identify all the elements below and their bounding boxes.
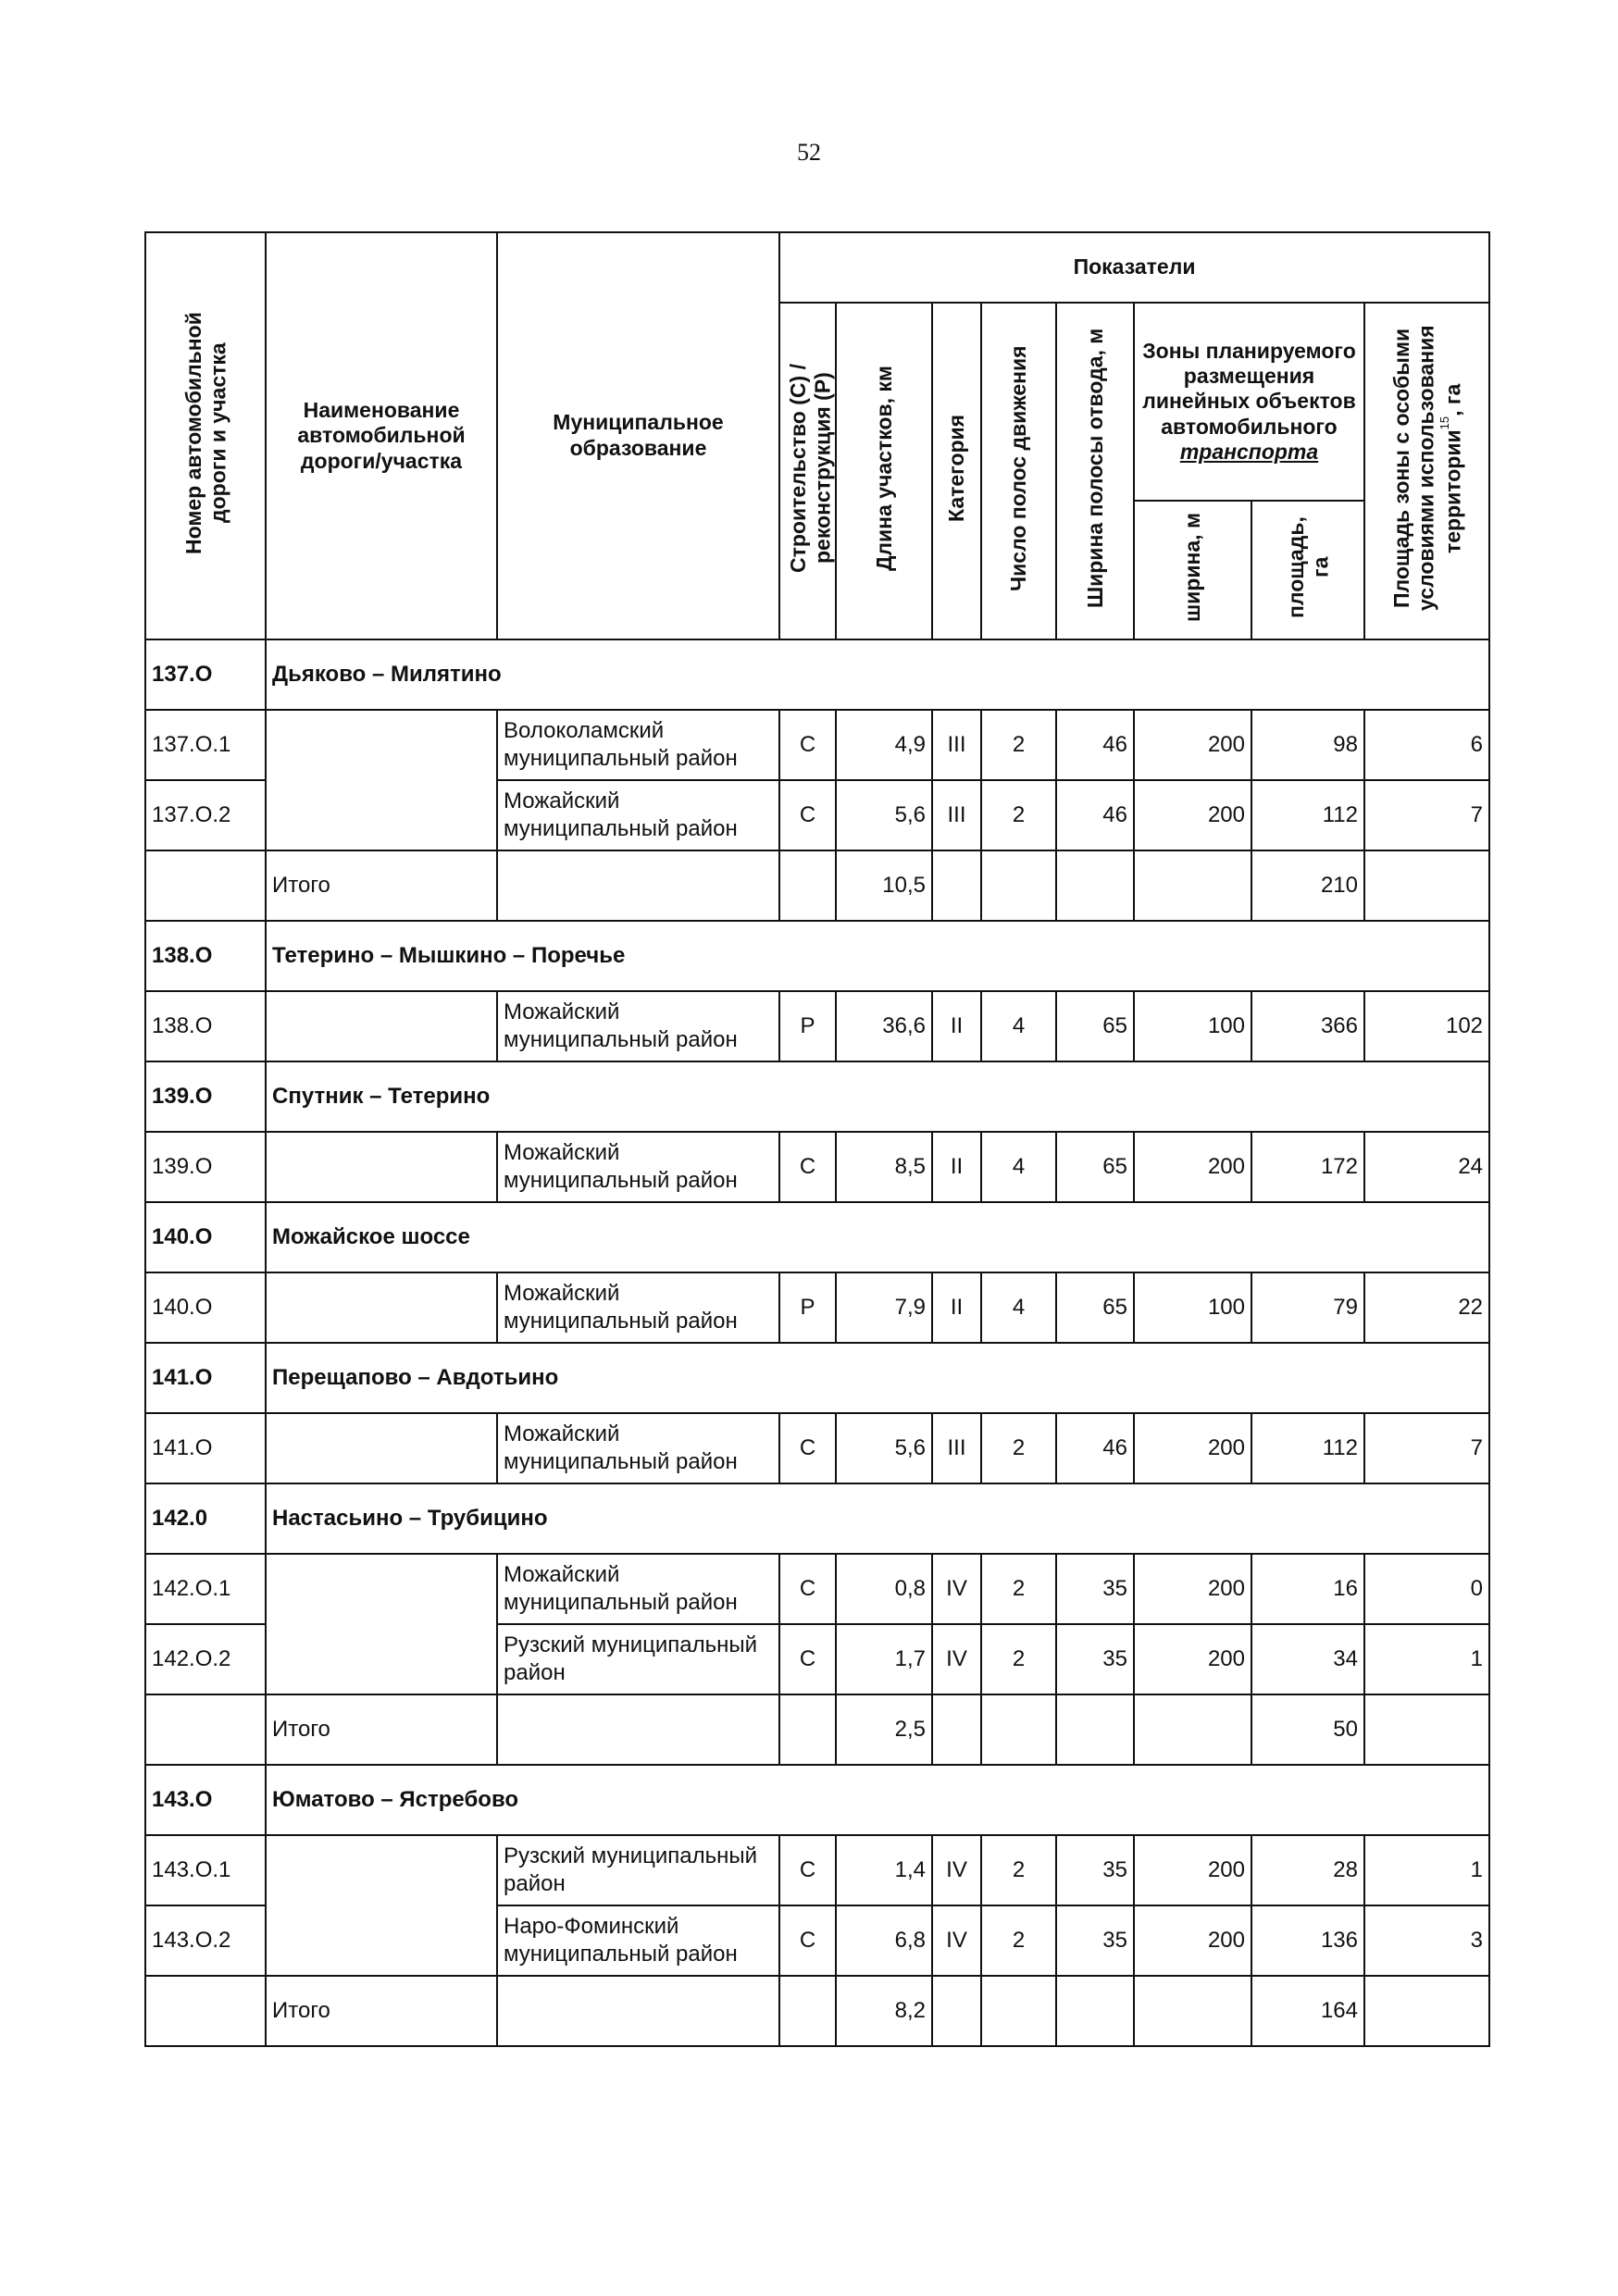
construction-type: Р bbox=[779, 1272, 836, 1343]
table-body bbox=[145, 639, 1489, 2046]
construction-type: С bbox=[779, 1554, 836, 1624]
segment-length: 0,8 bbox=[836, 1554, 932, 1624]
special-zone-area: 7 bbox=[1364, 780, 1489, 850]
construction-type: С bbox=[779, 1413, 836, 1483]
total-construction-cell bbox=[779, 1976, 836, 2046]
segment-number: 142.О.2 bbox=[145, 1624, 266, 1694]
total-number-cell bbox=[145, 850, 266, 921]
road-group-row bbox=[145, 921, 1489, 991]
right-of-way-width: 65 bbox=[1056, 1132, 1134, 1202]
header-road-number: Номер автомобильной дороги и участка bbox=[145, 232, 266, 639]
table-row bbox=[145, 1132, 1489, 1202]
road-group-number: 141.О bbox=[145, 1343, 266, 1413]
road-category: III bbox=[932, 780, 981, 850]
road-group-row bbox=[145, 1343, 1489, 1413]
segment-name bbox=[266, 1554, 497, 1694]
zones-title-tail: транспорта bbox=[1179, 439, 1319, 464]
total-municipality-cell bbox=[497, 850, 779, 921]
municipality: Можайский муниципальный район bbox=[497, 1132, 779, 1202]
zone-area: 136 bbox=[1251, 1905, 1364, 1976]
zone-area: 28 bbox=[1251, 1835, 1364, 1905]
right-of-way-width: 65 bbox=[1056, 1272, 1134, 1343]
road-category: IV bbox=[932, 1835, 981, 1905]
table-row bbox=[145, 991, 1489, 1061]
segment-name bbox=[266, 1835, 497, 1976]
header-special-zone: Площадь зоны с особыми условиями использования территории$^{15}$, га bbox=[1364, 303, 1489, 639]
municipality: Наро-Фоминский муниципальный район bbox=[497, 1905, 779, 1976]
header-indicators: Показатели bbox=[779, 232, 1489, 303]
right-of-way-width: 46 bbox=[1056, 780, 1134, 850]
zones-title-text: Зоны планируемого размещения линейных объектов автомобильного bbox=[1142, 339, 1356, 439]
table-row bbox=[145, 1272, 1489, 1343]
lane-count: 4 bbox=[981, 1272, 1056, 1343]
special-zone-area: 7 bbox=[1364, 1413, 1489, 1483]
total-number-cell bbox=[145, 1694, 266, 1765]
total-zone-area: 164 bbox=[1251, 1976, 1364, 2046]
segment-name bbox=[266, 1272, 497, 1343]
total-row bbox=[145, 1694, 1489, 1765]
total-zone-width-cell bbox=[1134, 1694, 1251, 1765]
construction-type: С bbox=[779, 1905, 836, 1976]
total-row-width-cell bbox=[1056, 1976, 1134, 2046]
header-length: Длина участков, км bbox=[836, 303, 932, 639]
header-municipality: Муниципальное образование bbox=[497, 232, 779, 639]
total-row bbox=[145, 1976, 1489, 2046]
special-zone-area: 6 bbox=[1364, 710, 1489, 780]
table-row bbox=[145, 1413, 1489, 1483]
municipality: Рузский муниципальный район bbox=[497, 1624, 779, 1694]
total-zone-area: 210 bbox=[1251, 850, 1364, 921]
total-length: 10,5 bbox=[836, 850, 932, 921]
lane-count: 4 bbox=[981, 1132, 1056, 1202]
right-of-way-width: 35 bbox=[1056, 1624, 1134, 1694]
total-category-cell bbox=[932, 850, 981, 921]
municipality: Можайский муниципальный район bbox=[497, 1272, 779, 1343]
segment-length: 5,6 bbox=[836, 780, 932, 850]
segment-number: 137.О.2 bbox=[145, 780, 266, 850]
special-zone-area: 102 bbox=[1364, 991, 1489, 1061]
page-number: 52 bbox=[797, 139, 821, 166]
zone-width: 200 bbox=[1134, 710, 1251, 780]
total-row-width-cell bbox=[1056, 1694, 1134, 1765]
road-category: II bbox=[932, 1272, 981, 1343]
construction-type: Р bbox=[779, 991, 836, 1061]
road-group-row bbox=[145, 1061, 1489, 1132]
segment-number: 141.О bbox=[145, 1413, 266, 1483]
road-group-number: 137.О bbox=[145, 639, 266, 710]
construction-type: С bbox=[779, 710, 836, 780]
municipality: Можайский муниципальный район bbox=[497, 780, 779, 850]
total-row bbox=[145, 850, 1489, 921]
right-of-way-width: 35 bbox=[1056, 1905, 1134, 1976]
segment-length: 5,6 bbox=[836, 1413, 932, 1483]
header-category: Категория bbox=[932, 303, 981, 639]
header-zones bbox=[1134, 303, 1364, 501]
zone-width: 200 bbox=[1134, 780, 1251, 850]
municipality: Рузский муниципальный район bbox=[497, 1835, 779, 1905]
municipality: Можайский муниципальный район bbox=[497, 991, 779, 1061]
total-label: Итого bbox=[266, 1976, 497, 2046]
total-zone-area: 50 bbox=[1251, 1694, 1364, 1765]
special-zone-area: 24 bbox=[1364, 1132, 1489, 1202]
zone-area: 112 bbox=[1251, 1413, 1364, 1483]
segment-number: 143.О.2 bbox=[145, 1905, 266, 1976]
total-number-cell bbox=[145, 1976, 266, 2046]
segment-name bbox=[266, 710, 497, 850]
zone-area: 34 bbox=[1251, 1624, 1364, 1694]
road-group-name: Спутник – Тетерино bbox=[266, 1061, 1489, 1132]
zone-width: 100 bbox=[1134, 1272, 1251, 1343]
lane-count: 2 bbox=[981, 1554, 1056, 1624]
header-construction: Строительство (С) / реконструкция (Р) bbox=[779, 303, 836, 639]
lane-count: 2 bbox=[981, 1413, 1056, 1483]
special-zone-area: 3 bbox=[1364, 1905, 1489, 1976]
header-zone-area: площадь, га bbox=[1251, 501, 1364, 639]
total-row-width-cell bbox=[1056, 850, 1134, 921]
road-group-row bbox=[145, 639, 1489, 710]
road-group-name: Дьяково – Милятино bbox=[266, 639, 1489, 710]
road-category: II bbox=[932, 1132, 981, 1202]
segment-length: 1,4 bbox=[836, 1835, 932, 1905]
total-lanes-cell bbox=[981, 850, 1056, 921]
table-row bbox=[145, 1835, 1489, 1905]
zone-area: 112 bbox=[1251, 780, 1364, 850]
zone-width: 200 bbox=[1134, 1624, 1251, 1694]
road-category: III bbox=[932, 1413, 981, 1483]
road-group-number: 140.О bbox=[145, 1202, 266, 1272]
table-row bbox=[145, 710, 1489, 780]
road-group-number: 138.О bbox=[145, 921, 266, 991]
special-zone-area: 1 bbox=[1364, 1624, 1489, 1694]
zone-area: 172 bbox=[1251, 1132, 1364, 1202]
header-zone-width: ширина, м bbox=[1134, 501, 1251, 639]
total-zone-width-cell bbox=[1134, 850, 1251, 921]
segment-length: 36,6 bbox=[836, 991, 932, 1061]
municipality: Можайский муниципальный район bbox=[497, 1413, 779, 1483]
construction-type: С bbox=[779, 1132, 836, 1202]
total-special-cell bbox=[1364, 1694, 1489, 1765]
segment-name bbox=[266, 991, 497, 1061]
right-of-way-width: 46 bbox=[1056, 710, 1134, 780]
zone-area: 98 bbox=[1251, 710, 1364, 780]
right-of-way-width: 46 bbox=[1056, 1413, 1134, 1483]
zone-width: 200 bbox=[1134, 1413, 1251, 1483]
right-of-way-width: 35 bbox=[1056, 1835, 1134, 1905]
total-zone-width-cell bbox=[1134, 1976, 1251, 2046]
zone-width: 200 bbox=[1134, 1835, 1251, 1905]
road-group-name: Настасьино – Трубицино bbox=[266, 1483, 1489, 1554]
construction-type: С bbox=[779, 1624, 836, 1694]
zone-width: 200 bbox=[1134, 1905, 1251, 1976]
segment-name bbox=[266, 1132, 497, 1202]
road-category: IV bbox=[932, 1905, 981, 1976]
construction-type: С bbox=[779, 780, 836, 850]
total-length: 8,2 bbox=[836, 1976, 932, 2046]
total-special-cell bbox=[1364, 850, 1489, 921]
lane-count: 2 bbox=[981, 780, 1056, 850]
lane-count: 2 bbox=[981, 1905, 1056, 1976]
road-group-name: Можайское шоссе bbox=[266, 1202, 1489, 1272]
total-label: Итого bbox=[266, 1694, 497, 1765]
road-group-name: Перещапово – Авдотьино bbox=[266, 1343, 1489, 1413]
segment-number: 138.О bbox=[145, 991, 266, 1061]
header-road-name: Наименование автомобильной дороги/участка bbox=[266, 232, 497, 639]
road-group-name: Тетерино – Мышкино – Поречье bbox=[266, 921, 1489, 991]
road-group-number: 142.0 bbox=[145, 1483, 266, 1554]
table-header bbox=[145, 232, 1489, 639]
total-construction-cell bbox=[779, 850, 836, 921]
segment-length: 6,8 bbox=[836, 1905, 932, 1976]
municipality: Можайский муниципальный район bbox=[497, 1554, 779, 1624]
total-length: 2,5 bbox=[836, 1694, 932, 1765]
total-lanes-cell bbox=[981, 1694, 1056, 1765]
zone-width: 200 bbox=[1134, 1132, 1251, 1202]
roads-table bbox=[144, 231, 1490, 2047]
right-of-way-width: 35 bbox=[1056, 1554, 1134, 1624]
segment-length: 4,9 bbox=[836, 710, 932, 780]
segment-number: 137.О.1 bbox=[145, 710, 266, 780]
total-special-cell bbox=[1364, 1976, 1489, 2046]
segment-length: 7,9 bbox=[836, 1272, 932, 1343]
construction-type: С bbox=[779, 1835, 836, 1905]
header-lanes: Число полос движения bbox=[981, 303, 1056, 639]
zone-area: 79 bbox=[1251, 1272, 1364, 1343]
road-group-row bbox=[145, 1765, 1489, 1835]
road-category: IV bbox=[932, 1624, 981, 1694]
total-lanes-cell bbox=[981, 1976, 1056, 2046]
road-category: IV bbox=[932, 1554, 981, 1624]
municipality: Волоколамский муниципальный район bbox=[497, 710, 779, 780]
segment-number: 143.О.1 bbox=[145, 1835, 266, 1905]
road-group-row bbox=[145, 1202, 1489, 1272]
road-category: II bbox=[932, 991, 981, 1061]
total-construction-cell bbox=[779, 1694, 836, 1765]
road-group-number: 139.О bbox=[145, 1061, 266, 1132]
lane-count: 2 bbox=[981, 1624, 1056, 1694]
special-zone-area: 22 bbox=[1364, 1272, 1489, 1343]
special-zone-area: 0 bbox=[1364, 1554, 1489, 1624]
lane-count: 2 bbox=[981, 1835, 1056, 1905]
segment-length: 1,7 bbox=[836, 1624, 932, 1694]
segment-number: 140.О bbox=[145, 1272, 266, 1343]
table-row bbox=[145, 1554, 1489, 1624]
segment-length: 8,5 bbox=[836, 1132, 932, 1202]
road-group-name: Юматово – Ястребово bbox=[266, 1765, 1489, 1835]
total-label: Итого bbox=[266, 850, 497, 921]
segment-number: 142.О.1 bbox=[145, 1554, 266, 1624]
header-row-width: Ширина полосы отвода, м bbox=[1056, 303, 1134, 639]
segment-name bbox=[266, 1413, 497, 1483]
road-group-row bbox=[145, 1483, 1489, 1554]
road-category: III bbox=[932, 710, 981, 780]
road-group-number: 143.О bbox=[145, 1765, 266, 1835]
segment-number: 139.О bbox=[145, 1132, 266, 1202]
total-municipality-cell bbox=[497, 1976, 779, 2046]
total-category-cell bbox=[932, 1976, 981, 2046]
total-municipality-cell bbox=[497, 1694, 779, 1765]
zone-area: 16 bbox=[1251, 1554, 1364, 1624]
zone-area: 366 bbox=[1251, 991, 1364, 1061]
zone-width: 100 bbox=[1134, 991, 1251, 1061]
lane-count: 4 bbox=[981, 991, 1056, 1061]
zone-width: 200 bbox=[1134, 1554, 1251, 1624]
total-category-cell bbox=[932, 1694, 981, 1765]
lane-count: 2 bbox=[981, 710, 1056, 780]
right-of-way-width: 65 bbox=[1056, 991, 1134, 1061]
special-zone-area: 1 bbox=[1364, 1835, 1489, 1905]
